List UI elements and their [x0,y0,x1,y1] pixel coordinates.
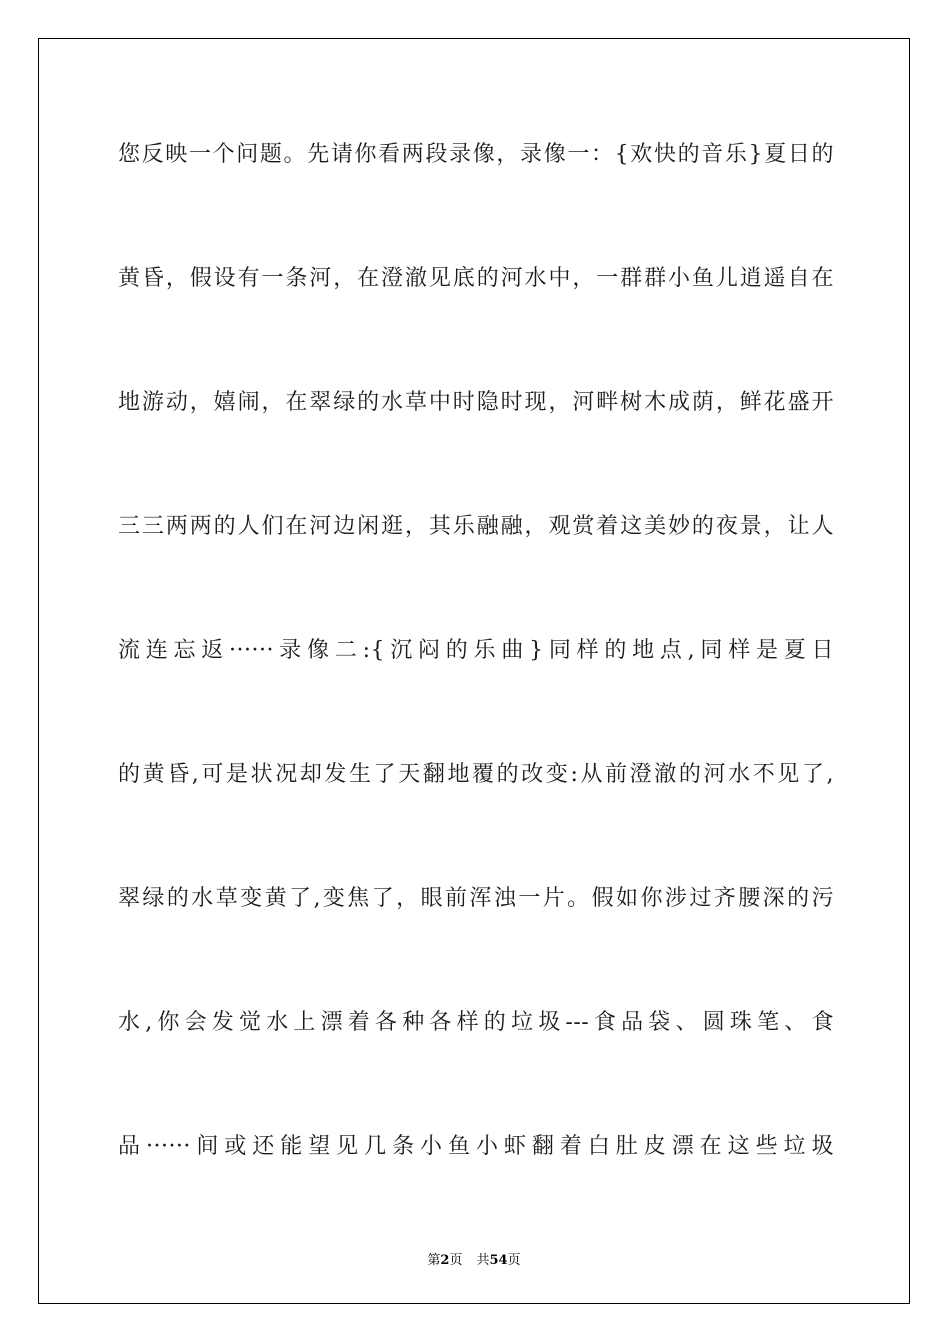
total-pages: 54 [489,1253,508,1268]
page-suffix: 页 [449,1253,463,1268]
text-line-5: 流连忘返······录像二:{沉闷的乐曲}同样的地点,同样是夏日 [118,638,834,663]
page-footer [39,1249,909,1268]
total-prefix: 共 [476,1253,490,1268]
text-line-8: 水,你会发觉水上漂着各种各样的垃圾---食品袋、圆珠笔、食 [118,1010,834,1035]
page-number: 2 [440,1253,450,1268]
text-line-3: 地游动，嬉闹，在翠绿的水草中时隐时现，河畔树木成荫，鲜花盛开 [118,390,834,415]
text-line-6: 的黄昏,可是状况却发生了天翻地覆的改变:从前澄澈的河水不见了, [118,762,834,787]
text-line-9: 品······间或还能望见几条小鱼小虾翻着白肚皮漂在这些垃圾 [118,1134,834,1159]
page-prefix: 第 [427,1253,441,1268]
text-line-1: 您反映一个问题。先请你看两段录像，录像一：{欢快的音乐}夏日的 [118,142,834,167]
text-line-4: 三三两两的人们在河边闲逛，其乐融融，观赏着这美妙的夜景，让人 [118,514,834,539]
document-page [38,38,910,1304]
text-line-2: 黄昏，假设有一条河，在澄澈见底的河水中，一群群小鱼儿逍遥自在 [118,266,834,291]
text-line-7: 翠绿的水草变黄了,变焦了，眼前浑浊一片。假如你涉过齐腰深的污 [118,886,834,911]
document-body [118,139,834,1255]
total-suffix: 页 [507,1253,521,1268]
